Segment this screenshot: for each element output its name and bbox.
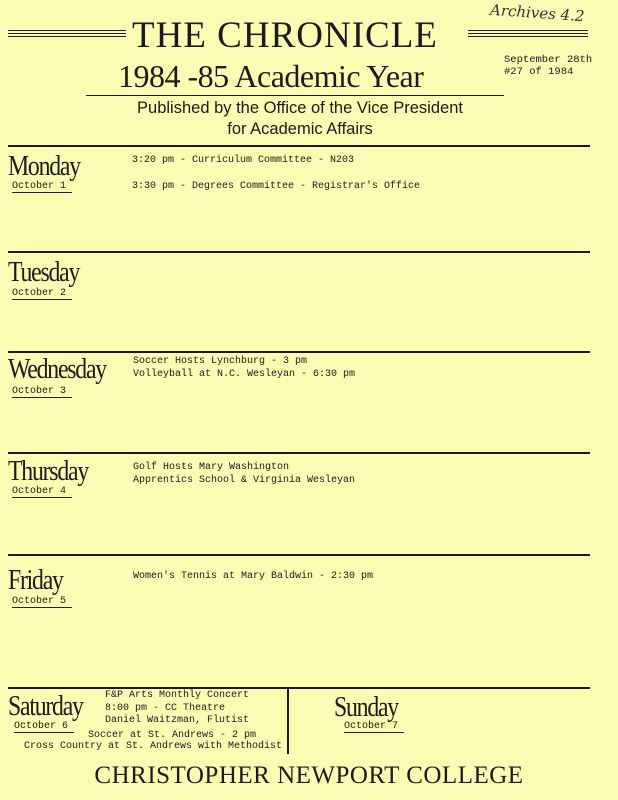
- day-name-friday: Friday: [8, 564, 63, 596]
- year-underline: [86, 95, 504, 96]
- day-date-thursday: October 4: [12, 486, 72, 498]
- archives-handwritten-note: Archives 4.2: [489, 0, 586, 26]
- day-name-monday: Monday: [8, 150, 80, 182]
- day-name-sunday: Sunday: [334, 691, 398, 723]
- event-item: 3:20 pm - Curriculum Committee - N203: [132, 155, 355, 166]
- published-by-line1: Published by the Office of the Vice President: [137, 99, 463, 117]
- masthead-stripes-left: [8, 30, 126, 39]
- college-name-footer: CHRISTOPHER NEWPORT COLLEGE: [94, 762, 524, 789]
- event-item: Soccer at St. Andrews - 2 pm: [88, 730, 257, 741]
- section-divider: [8, 145, 590, 147]
- event-item: F&P Arts Monthly Concert: [105, 690, 250, 701]
- day-name-saturday: Saturday: [8, 690, 83, 722]
- weekend-vertical-divider: [287, 687, 289, 754]
- section-divider: [8, 554, 590, 556]
- section-divider: [8, 452, 590, 454]
- event-item: Soccer Hosts Lynchburg - 3 pm: [133, 356, 308, 367]
- masthead-title: THE CHRONICLE: [132, 15, 438, 56]
- day-date-friday: October 5: [12, 596, 72, 608]
- day-name-tuesday: Tuesday: [8, 256, 80, 288]
- event-item: Women's Tennis at Mary Baldwin - 2:30 pm: [133, 571, 374, 582]
- event-item: Cross Country at St. Andrews with Methodist: [24, 741, 283, 752]
- masthead-stripes-right: [468, 30, 588, 39]
- day-date-sunday: October 7: [344, 721, 404, 733]
- event-item: Daniel Waitzman, Flutist: [105, 715, 250, 726]
- day-date-tuesday: October 2: [12, 288, 72, 300]
- event-item: Golf Hosts Mary Washington: [133, 462, 290, 473]
- event-item: 3:30 pm - Degrees Committee - Registrar's Office: [132, 181, 421, 192]
- day-date-wednesday: October 3: [12, 386, 72, 398]
- event-item: 8:00 pm - CC Theatre: [105, 703, 226, 714]
- event-item: Apprentics School & Virginia Wesleyan: [133, 475, 356, 486]
- event-item: Volleyball at N.C. Wesleyan - 6:30 pm: [133, 369, 356, 380]
- day-name-thursday: Thursday: [8, 455, 88, 487]
- section-divider: [8, 687, 590, 689]
- published-by-line2: for Academic Affairs: [227, 120, 373, 138]
- day-date-saturday: October 6: [14, 721, 74, 733]
- section-divider: [8, 251, 590, 253]
- issue-number: #27 of 1984: [504, 66, 574, 78]
- day-date-monday: October 1: [12, 181, 72, 193]
- day-name-wednesday: Wednesday: [8, 353, 106, 385]
- issue-date: September 28th: [504, 54, 593, 66]
- academic-year-title: 1984 -85 Academic Year: [118, 58, 424, 94]
